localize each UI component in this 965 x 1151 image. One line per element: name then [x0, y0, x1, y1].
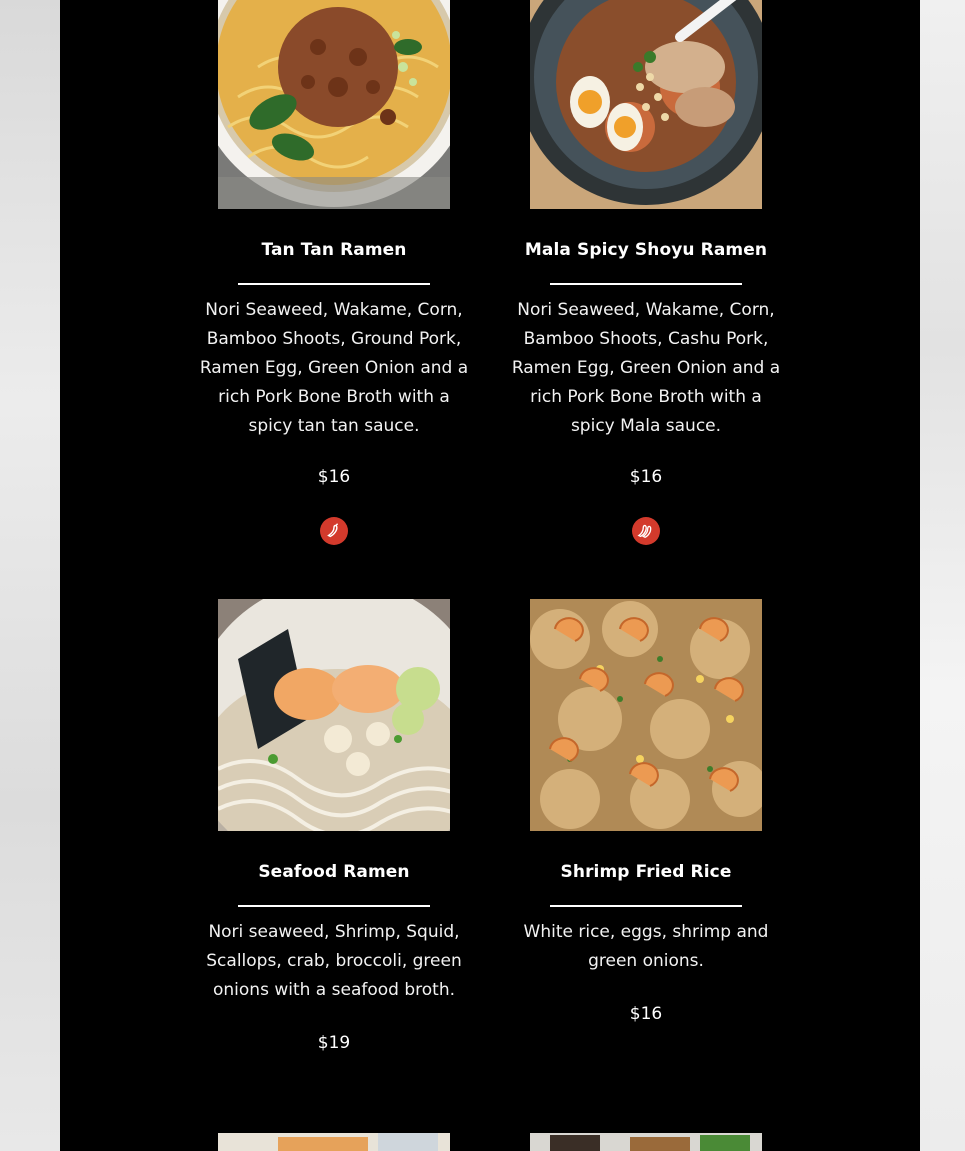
description-line: Bamboo Shoots, Cashu Pork, [523, 329, 769, 349]
item-title: Seafood Ramen [258, 862, 410, 882]
shrimp-fried-rice-photo [530, 599, 762, 831]
description-line: spicy Mala sauce. [570, 416, 722, 436]
title-divider [238, 905, 430, 907]
item-price: $16 [629, 1004, 663, 1024]
tan-tan-ramen-photo [218, 0, 450, 209]
description-line: Ramen Egg, Green Onion and a [199, 358, 469, 378]
item-title: Shrimp Fried Rice [560, 862, 732, 882]
page-background-right [920, 0, 965, 1151]
description-line: Nori Seaweed, Wakame, Corn, [205, 300, 463, 320]
description-line: White rice, eggs, shrimp and [523, 922, 769, 942]
seafood-ramen-photo [218, 599, 450, 831]
item-title: Tan Tan Ramen [261, 240, 407, 260]
item-price: $19 [317, 1033, 351, 1053]
description-line: Scallops, crab, broccoli, green [206, 951, 462, 971]
title-divider [238, 283, 430, 285]
item-description [506, 918, 786, 976]
description-line: Nori Seaweed, Wakame, Corn, [517, 300, 775, 320]
description-line: Ramen Egg, Green Onion and a [511, 358, 781, 378]
description-line: Bamboo Shoots, Ground Pork, [206, 329, 462, 349]
next-item-photo-left [218, 1133, 450, 1151]
menu-panel [60, 0, 920, 1151]
description-line: spicy tan tan sauce. [248, 416, 420, 436]
item-description [506, 296, 786, 441]
item-title: Mala Spicy Shoyu Ramen [524, 240, 768, 260]
title-divider [550, 905, 742, 907]
title-divider [550, 283, 742, 285]
next-item-photo-right [530, 1133, 762, 1151]
description-line: green onions. [588, 951, 704, 971]
double-chili-pepper-icon [632, 517, 660, 545]
mala-spicy-shoyu-ramen-photo [530, 0, 762, 209]
description-line: rich Pork Bone Broth with a [218, 387, 450, 407]
description-line: Nori seaweed, Shrimp, Squid, [208, 922, 460, 942]
description-line: onions with a seafood broth. [213, 980, 455, 1000]
item-price: $16 [629, 467, 663, 487]
description-line: rich Pork Bone Broth with a [530, 387, 762, 407]
page-background-left [0, 0, 60, 1151]
item-price: $16 [317, 467, 351, 487]
item-description [194, 296, 474, 441]
chili-pepper-icon [320, 517, 348, 545]
item-description [194, 918, 474, 1005]
